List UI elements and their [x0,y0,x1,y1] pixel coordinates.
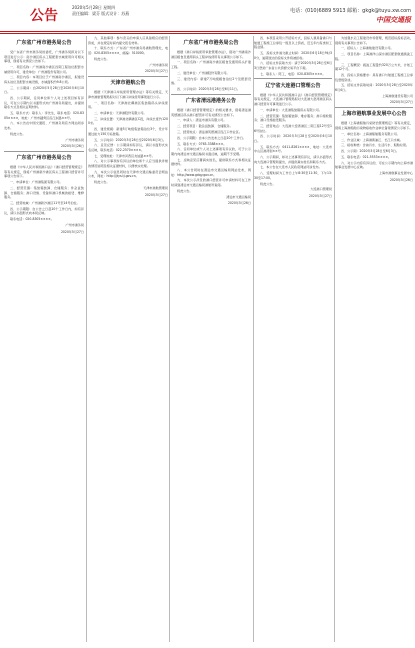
notice-divider [335,107,413,108]
notice-paragraph: 五、公示时间：2020年5月28日至2020年6月3日。 [94,137,166,142]
notice-paragraph: 一、项目名称：广州港南沙港区四期工程泊位配套水域使用许可，建设单位：广州港股份有限公司。 [4,64,84,74]
notice [171,98,251,206]
notice-title: 广东省广州市港务局公告 [183,40,239,46]
column-divider [86,36,87,642]
column-3 [171,36,251,642]
notice-paragraph: 二、申请单位：天津港股份有限公司。 [94,110,147,115]
newspaper-brand: 中国交通报 [376,15,411,24]
issue-meta [72,5,129,17]
notice-paragraph: 三、接收种类：含油污水、生活污水、船舶垃圾。 [341,143,410,148]
notice-paragraph: 九、本次公示涉及的港口经营许可申请材料可在工作时间到清远市交通运输局港航科查阅。 [171,178,251,187]
notice-paragraph: 三、经营地点：清远港英德港区连江口作业区。 [177,129,242,134]
notice-signature: 上海港航建设有限公司 [382,93,413,98]
notice-paragraph: 特此公告。 [10,131,26,136]
header-rule [0,33,415,34]
contact-info: 电话：(010)6889 5913 邮箱：gkgk@tuyu.xw.com [290,8,411,14]
notice-paragraph: 一、招标人：上海港航建设有限公司。 [341,46,394,51]
notice-paragraph: 一、项目名称：广州港南沙港区粮食及通用码头扩建工程。 [171,60,251,69]
notice [171,40,251,92]
notice-paragraph: 六、意见反馈：公示期间如有异议，请以书面形式实名反映，联系电话：022-2570××××。 [88,143,168,152]
notice-paragraph: 一、单位名称：上海港船舶服务有限公司。 [341,131,400,136]
notice [254,83,332,199]
notice-paragraph: 九、本次公示信息同时在天津市交通运输委员会网站公布，网址：http://jtys.tj.gov.cn。 [88,169,168,179]
notice-paragraph: 五、联系方式：0411-8261××××，地址：大连市中山区港湾街××号。 [254,144,332,154]
notice-paragraph: 三、经营地域：广州港新沙港区11号至14号泊位。 [10,201,80,205]
notice [88,36,168,74]
notice-paragraph: 三、工程概况：疏浚工程量约320万立方米，计划工期12个月。 [335,62,413,72]
notice-paragraph: 七、联系人：陈工，电话：020-8305××××。 [260,71,326,76]
notice-paragraph: 八、本公告同时在清远市交通运输局网站发布，网址：http://www.gdqy.gov.cn。 [171,168,251,177]
notice-signature: 广州市港务局 [65,222,84,227]
column-1 [4,36,84,642]
notice-paragraph: 六、对公示内容有异议的，可在公示期内向上海市港航事业发展中心反映。 [335,160,413,170]
notice-signature: 2020年5月27日 [144,69,168,74]
notice-signature: 大连港口管理局 [310,187,332,192]
notice-paragraph: 特此公告。 [177,188,193,193]
notice-paragraph: 根据《中华人民共和国港口法》《港口经营管理规定》等有关规定，现将广州港新沙港区码头工程港口经营许可事项公告如下。 [4,165,84,179]
notice-paragraph: 根据《港口经营管理规定》的相关要求，现将清远港英德港区码头港口经营许可有关情况公告如下。 [171,108,251,117]
notice-paragraph: 联系电话：020-8305××××。 [10,217,54,222]
notice-paragraph: 二、经营范围：集装箱装卸、仓储服务；件杂货装卸、仓储服务；港口设施、设备和港口机械的租赁、维修服务。 [4,186,84,200]
notice-paragraph: 七、本公告在大连市人民政府网站同步发布。 [260,165,322,170]
notice-paragraph: 二、作业区域：上海港黄浦江、长江口水域。 [341,137,403,142]
notice-paragraph: 二、经营项目：散杂货装卸、仓储服务。 [177,124,233,129]
notice-paragraph: 四、建设规模：新建5万吨级集装箱泊位3个，设计年通过能力150万标准箱。 [88,127,168,136]
notice [335,111,413,182]
notice-paragraph: 特此公告。 [94,56,110,61]
page-header [0,0,415,32]
notice-signature: 2020年5月27日 [389,100,413,105]
notice-signature: 2020年5月27日 [60,229,84,234]
notice-paragraph: 为加强水运工程建设市场管理，规范招标投标活动，现将有关事项公告如下。 [335,36,413,45]
issue-date: 2020年5月28日 星期四 [72,5,116,10]
notice-paragraph: 根据《港口岸线使用审批管理办法》，现对广州港南沙港区粮食及通用码头工程岸线使用有关事项公示如下。 [171,50,251,59]
column-divider [169,36,170,642]
notice-paragraph: 三、公示期间：自2020年5月28日至2020年6月10日。 [4,85,84,95]
notice-divider [254,78,332,79]
notice-paragraph: 二、项目内容：本项目位于广州港南沙港区，拟建设码头泊位及配套水域设施，水域面积约9.8公顷。 [4,75,84,84]
notice [335,36,413,105]
notice-paragraph: 四、投标人资格要求：具有港口与航道工程施工总承包壹级资质。 [335,72,413,82]
column-5 [335,36,413,642]
notice-paragraph: 四、公示期：2020年5月28日至6月3日。 [341,149,399,154]
notice-paragraph: 受广东省广州市港务局的委托，广州港务局拟对以下项目进行公示：南沙港区码头工程配套水域使用许可相关事项，现将有关情况公告如下。 [4,50,84,64]
page-number: 6 [4,3,16,27]
notice [88,80,168,197]
notice-paragraph: 二、经营范围：集装箱装卸、堆存服务；港口拖轮服务；港口设施租赁服务。 [254,113,332,123]
notice-signature: 清远市交通运输局 [226,194,251,199]
notice-paragraph: 四、公示期限：自本公告发布之日起10个工作日。 [177,135,246,140]
notice-paragraph: 特此公告。 [94,180,110,185]
notice-signature: 广州市港务局 [65,137,84,142]
notice-title: 辽宁省大连港口管理公告 [265,82,321,89]
notice-signature: 2020年5月27日 [308,193,332,198]
notice-paragraph: 特此公告。 [260,181,276,186]
notice-paragraph: 八、受理时间为工作日上午8:30至11:30，下午13:30至17:00。 [254,171,332,180]
column-4 [254,36,332,642]
notice-signature: 广州市港务局 [149,62,168,67]
notice-paragraph: 五、联系电话：021-5553××××。 [341,154,392,159]
notice-title: 广东省广州市港务局公告 [16,155,72,162]
notice-paragraph: 四、公示期间，任何单位和个人对上述项目如有异议，可在公示期内以书面形式向广州港务局提出，并提供联系方式及相关证明材料。 [4,96,84,110]
notice-paragraph: 二、建设单位：广州港股份有限公司。 [177,70,230,75]
notice-paragraph: 一、申请单位：大连港集装箱码头有限公司。 [260,107,322,112]
notice-paragraph: 七、反映意见应署真实姓名，提供联系方式和相关证据材料。 [171,157,251,167]
notice-signature: 2020年5月26日 [60,144,84,149]
notice-divider [4,151,84,152]
notice-paragraph: 根据《上海港船舶污染防治管理规定》等有关规定，现将上海港船舶污染物接收作业单位备案情况公示如下。 [335,121,413,130]
notice-paragraph: 七、受理地址：天津市河西区友谊路××号。 [94,153,155,158]
notice-paragraph: 根据《天津港口岸线使用管理办法》等有关规定，天津市港航管理局拟对以下港口岸线使用事项进行公示。 [88,90,168,99]
notice [4,155,84,234]
notice-paragraph: 三、经营地点：大连港大窑湾港区二期工程12号至16号泊位。 [254,123,332,133]
column-divider [334,36,335,642]
notice-paragraph: 六、本公告在中国交通报、广州港务局官方网站同步发布。 [4,121,84,131]
notice-divider [88,76,168,77]
notice-paragraph: 五、联系方式：0763-3388×××。 [177,141,227,146]
notice-paragraph: 五、联系方式：联系人：李先生，联系电话：020-8305××××，地址：广州市越秀区沿江东路××号。 [4,111,84,120]
notice-signature: 2020年5月27日 [144,192,168,197]
notice-paragraph: 三、建设内容：新建7万吨级粮食泊位2个及配套设施。 [171,76,251,86]
notice-paragraph: 八、对公示事项持有异议的单位和个人应当提供详细的情况说明及相关证据材料，以便核实处理。 [88,159,168,169]
notice-title: 广东省清远港港务公告 [185,98,236,104]
notice-title: 广东省广州市港务局公告 [16,40,72,46]
notice-divider [171,94,251,95]
section-title: 公告 [30,8,58,24]
notice [254,36,332,76]
notice-signature: 天津市港航管理局 [143,185,168,190]
notice-paragraph: 根据《中华人民共和国港口法》《港口经营管理规定》等有关规定，大连港口管理局拟对大连港大窑湾港区码头港口经营许可事项进行公示。 [254,92,332,106]
notice-paragraph: 五、投标文件递交截止时间：2020年6月18日9时30分，逾期送达的投标文件将被拒收。 [254,50,332,60]
notice-paragraph: 二、项目名称：上海港洋山深水港区配套航道疏浚工程。 [335,52,413,61]
notice-paragraph: 六、招标文件获取方式：请于2020年5月28日至6月3日登录广东省公共资源交易平台下载。 [254,61,332,70]
notice-paragraph: 四、公示时间：2020年5月28日至2020年6月10日。 [254,134,332,143]
notice-paragraph: 一、申请人：清远市港务有限公司。 [177,118,227,123]
notice-paragraph: 三、岸线位置：天津港北疆港区C段，岸线长度约1200米。 [88,116,168,126]
notice-paragraph: 十、联系方式：广东省广州市港务局港航管理处，电话：020-8305××××，邮编：510000。 [88,46,168,55]
notice-signature: 2020年5月26日 [389,177,413,182]
notice-title: 上海市港航事业发展中心公告 [341,111,407,118]
notice-paragraph: 六、公示期间，如对上述事项有异议，请以书面形式向大连港口管理局提出，并提供真实姓名和联系方式。 [254,155,332,164]
notice-signature: 2020年5月26日 [227,201,251,206]
notice-paragraph: 一、申请单位：广州港集团有限公司。 [10,180,63,185]
notice-paragraph: 六、任何单位或个人对上述事项有异议的，可于公示期内向清远市交通运输局书面反映，逾期不予受理。 [171,147,251,156]
issue-editors: 责任编辑：梁芬 版式设计：苏燕 [72,11,130,16]
notice-paragraph: 四、本项目采用公开招标方式，投标人须具备港口与航道工程施工总承包一级及以上资质，近五年内有类似工程业绩。 [254,36,332,50]
notice-paragraph: 五、招标文件获取时间：2020年5月28日至2020年6月4日。 [335,83,413,92]
notice-paragraph: 四、公示期限：自公告之日起10个工作日内，如有异议，请以书面形式向本局反映。 [4,206,84,216]
notice-paragraph: 一、项目名称：天津港北疆港区集装箱码头岸线使用。 [88,100,168,110]
notice-signature: 上海市港航事业发展中心 [378,171,413,175]
notice [4,40,84,149]
column-2 [88,36,168,642]
column-divider [253,36,254,642]
notice-title: 天津市港航公告 [110,80,146,87]
notice-paragraph: 四、公示时间：2020年5月28日至6月11日。 [177,86,240,91]
notice-paragraph: 九、其他事项：参与竞买的申请人应具备相应的经营资质，并在规定时间内提交报名材料。 [88,36,168,45]
